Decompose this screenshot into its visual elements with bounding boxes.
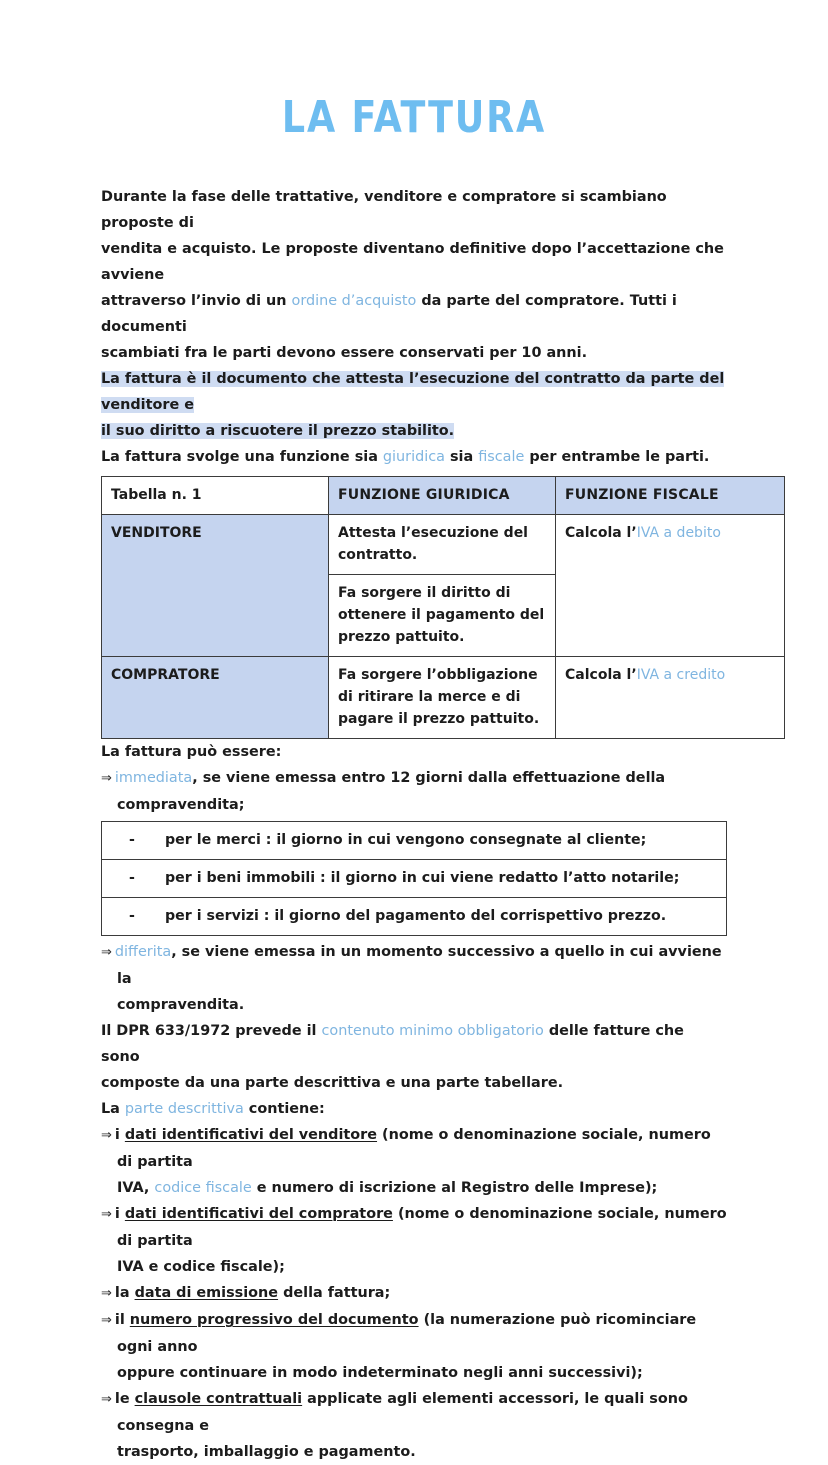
link-giuridica[interactable]: giuridica	[382, 449, 445, 465]
highlight-text-2: il suo diritto a riscuotere il prezzo stabilito.	[101, 423, 455, 439]
table-cell-compratore-fiscale	[556, 657, 785, 739]
term-clausole-contrattuali: clausole contrattuali	[134, 1391, 303, 1407]
dash-marker-icon: -	[129, 832, 135, 848]
list-item	[102, 822, 727, 860]
table-header-funzione-fiscale: FUNZIONE FISCALE	[556, 477, 785, 515]
bullet-2-post: della fattura;	[278, 1285, 391, 1301]
bullet-3-pre: il	[114, 1312, 130, 1328]
funzioni-table	[101, 476, 785, 739]
term-dati-identificativi-del-venditore: dati identificativi del venditore	[124, 1127, 378, 1143]
list-text-servizi: per i servizi : il giorno del pagamento del corrispettivo prezzo.	[165, 908, 667, 924]
bullet-0-post: (nome o denominazione sociale, numero di partita	[117, 1127, 711, 1170]
term-dati-identificativi-del-compratore: dati identificativi del compratore	[124, 1206, 393, 1222]
parte-descrittiva-paragraph	[101, 1096, 727, 1122]
dpr-post: delle fatture che sono	[101, 1023, 684, 1065]
term-numero-progressivo-del-documento: numero progressivo del documento	[129, 1312, 419, 1328]
arrow-right-icon: ⇒	[101, 945, 112, 960]
link-ordine-dacquisto[interactable]: ordine d’acquisto	[291, 293, 417, 309]
bullet-clausole-contrattuali	[101, 1386, 727, 1465]
immediata-cases-table	[101, 821, 727, 936]
table-row-venditore-1	[102, 515, 785, 575]
arrow-right-icon: ⇒	[101, 1286, 112, 1301]
intro-line-3	[101, 288, 727, 340]
bullet-immediata-rest: , se viene emessa entro 12 giorni dalla effettuazione della compravendita;	[117, 770, 666, 813]
intro-line-4: scambiati fra le parti devono essere conservati per 10 anni.	[101, 345, 588, 361]
table-header-row	[102, 477, 785, 515]
intro-paragraph	[101, 184, 727, 366]
funzione-pre: La fattura svolge una funzione sia	[101, 449, 383, 465]
highlighted-definition	[101, 366, 727, 444]
list-item	[102, 898, 727, 936]
arrow-right-icon: ⇒	[101, 1313, 112, 1328]
bullet-dati-compratore	[101, 1201, 727, 1280]
list-text-beni-immobili: per i beni immobili : il giorno in cui viene redatto l’atto notarile;	[165, 870, 680, 886]
table-row-compratore	[102, 657, 785, 739]
highlight-text-1: La fattura è il documento che attesta l’esecuzione del contratto da parte del venditore e	[101, 371, 725, 413]
link-iva-a-debito[interactable]: IVA a debito	[636, 525, 721, 541]
bullet-2-pre: la	[114, 1285, 135, 1301]
bullet-4-line-2: trasporto, imballaggio e pagamento.	[117, 1444, 416, 1460]
table-cell-venditore-fiscale	[556, 515, 785, 657]
bullet-1-post: (nome o denominazione sociale, numero di partita	[117, 1206, 727, 1249]
funzione-post: per entrambe le parti.	[524, 449, 710, 465]
compratore-fiscale-pre: Calcola l’	[565, 667, 637, 683]
arrow-right-icon: ⇒	[101, 1207, 112, 1222]
table-cell-compratore-giuridica: Fa sorgere l’obbligazione di ritirare la merce e di pagare il prezzo pattuito.	[329, 657, 556, 739]
venditore-fiscale-pre: Calcola l’	[565, 525, 637, 541]
bullet-immediata	[101, 765, 727, 818]
bullet-0-line-2	[117, 1175, 727, 1201]
highlight-line-2	[101, 418, 727, 444]
dpr-line-1	[101, 1018, 727, 1070]
highlight-line-1	[101, 366, 727, 418]
link-differita[interactable]: differita	[114, 944, 172, 960]
bullet-0-pre: i	[114, 1127, 125, 1143]
bullet-1-line-2: IVA e codice fiscale);	[117, 1259, 285, 1275]
list-item	[102, 860, 727, 898]
bullet-differita	[101, 939, 727, 1018]
list-cell-beni-immobili	[102, 860, 727, 898]
dpr-line-2: composte da una parte descrittiva e una parte tabellare.	[101, 1075, 564, 1091]
bullet-0-line2-post: e numero di iscrizione al Registro delle Imprese);	[251, 1180, 658, 1196]
bullet-differita-rest-1: , se viene emessa in un momento successivo a quello in cui avviene la	[117, 944, 722, 987]
bullet-data-emissione	[101, 1280, 727, 1307]
link-parte-descrittiva[interactable]: parte descrittiva	[124, 1101, 244, 1117]
intro-line-3-post: da parte del compratore. Tutti i documenti	[101, 293, 677, 335]
funzione-mid: sia	[444, 449, 479, 465]
document-body	[101, 184, 727, 1465]
parte-descrittiva-post: contiene:	[243, 1101, 325, 1117]
list-text-merci: per le merci : il giorno in cui vengono consegnate al cliente;	[165, 832, 647, 848]
parte-descrittiva-pre: La	[101, 1101, 125, 1117]
dash-marker-icon: -	[129, 908, 135, 924]
list-cell-servizi	[102, 898, 727, 936]
bullet-4-pre: le	[114, 1391, 135, 1407]
page-title: LA FATTURA	[281, 92, 547, 143]
bullet-1-pre: i	[114, 1206, 125, 1222]
table-header-funzione-giuridica: FUNZIONE GIURIDICA	[329, 477, 556, 515]
bullet-4-post: applicate agli elementi accessori, le quali sono consegna e	[117, 1391, 688, 1434]
link-fiscale[interactable]: fiscale	[478, 449, 525, 465]
arrow-right-icon: ⇒	[101, 1128, 112, 1143]
dpr-paragraph	[101, 1018, 727, 1096]
arrow-right-icon: ⇒	[101, 771, 112, 786]
funzione-paragraph	[101, 444, 727, 470]
dpr-pre: Il DPR 633/1972 prevede il	[101, 1023, 322, 1039]
bullet-dati-venditore	[101, 1122, 727, 1201]
link-immediata[interactable]: immediata	[114, 770, 193, 786]
table-cell-venditore-giuridica-1: Attesta l’esecuzione del contratto.	[329, 515, 556, 575]
dash-marker-icon: -	[129, 870, 135, 886]
intro-line-2: vendita e acquisto. Le proposte diventano definitive dopo l’accettazione che avviene	[101, 241, 724, 283]
bullet-3-post: (la numerazione può ricominciare ogni anno	[117, 1312, 697, 1355]
bullet-differita-rest-2: compravendita.	[117, 997, 245, 1013]
bullet-numero-progressivo	[101, 1307, 727, 1386]
link-codice-fiscale[interactable]: codice fiscale	[154, 1180, 252, 1196]
table-cell-venditore: VENDITORE	[102, 515, 329, 657]
table-cell-compratore: COMPRATORE	[102, 657, 329, 739]
arrow-right-icon: ⇒	[101, 1392, 112, 1407]
puo-essere-label: La fattura può essere:	[101, 744, 282, 760]
list-cell-merci	[102, 822, 727, 860]
link-contenuto-minimo-obbligatorio[interactable]: contenuto minimo obbligatorio	[321, 1023, 544, 1039]
intro-line-3-pre: attraverso l’invio di un	[101, 293, 292, 309]
intro-line-1: Durante la fase delle trattative, venditore e compratore si scambiano proposte di	[101, 189, 667, 231]
term-data-di-emissione: data di emissione	[134, 1285, 279, 1301]
bullet-3-line-2: oppure continuare in modo indeterminato negli anni successivi);	[117, 1365, 643, 1381]
table-caption-cell: Tabella n. 1	[102, 477, 329, 515]
bullet-0-line2-pre: IVA,	[117, 1180, 155, 1196]
link-iva-a-credito[interactable]: IVA a credito	[636, 667, 726, 683]
table-cell-venditore-giuridica-2: Fa sorgere il diritto di ottenere il pagamento del prezzo pattuito.	[329, 575, 556, 657]
